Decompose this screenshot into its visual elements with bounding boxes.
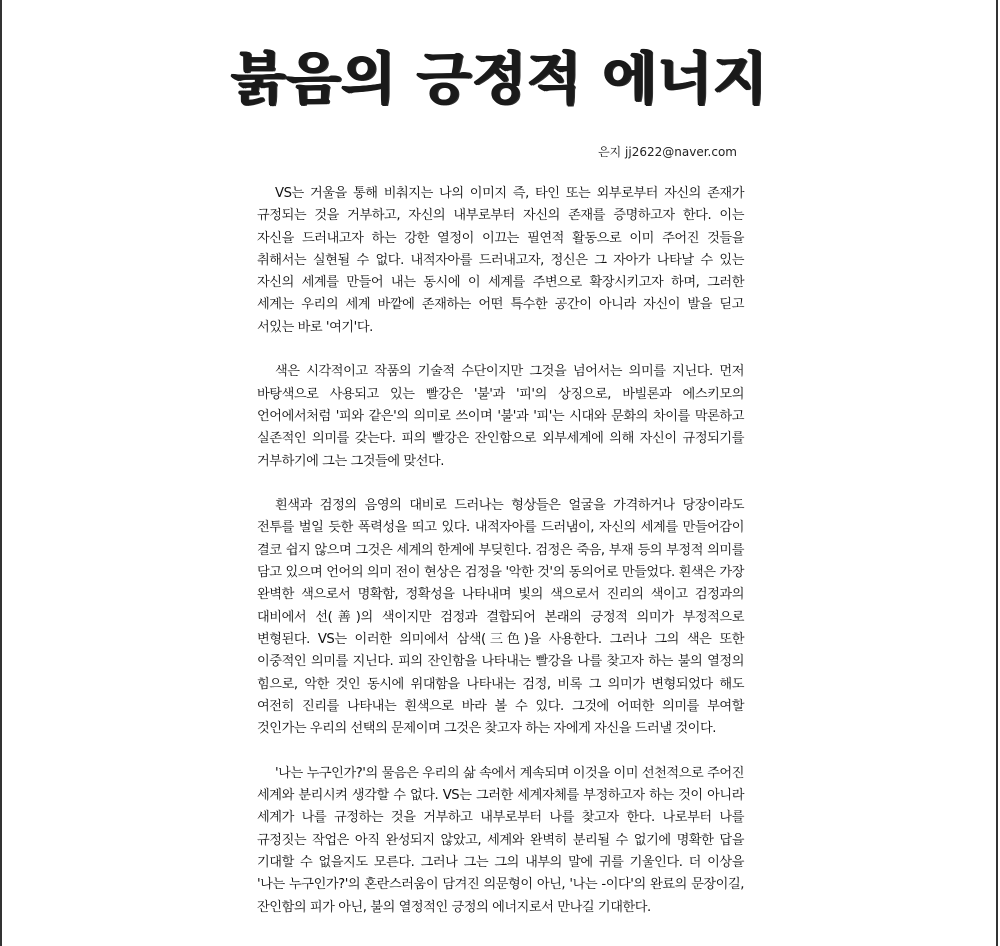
paragraph: VS는 거울을 통해 비춰지는 나의 이미지 즉, 타인 또는 외부로부터 자신의 존재가 규정되는 것을 거부하고, 자신의 내부로부터 자신의 존재를 증명하고자 한다. 이는 자신을 드러내고자 하는 강한 열정이 이끄는 필연적 활동으로 이미 주어진 것들을 취해서는 실현될 수 없다. 내적자아를 드러내고자, 정신은 그 자아가 나타날 수 있는 자신의 세계를 만들어 내는 동시에 이 세계를 주변으로 확장시키고자 하며, 그러한 세계는 우리의 세계 바깥에 존재하는 어떤 특수한 공간이 아니라 자신이 발을 딛고 서있는 바로 '여기'다.	[257, 186, 744, 335]
article-body	[257, 183, 744, 941]
paragraph: '나는 누구인가?'의 물음은 우리의 삶 속에서 계속되며 이것을 이미 선천적으로 주어진 세계와 분리시켜 생각할 수 없다. VS는 그러한 세계자체를 부정하고자 하는 것이 아니라 세계가 나를 규정하는 것을 거부하고 내부로부터 나를 찾고자 한다. 나로부터 나를 규정짓는 작업은 아직 완성되지 않았고, 세계와 완벽히 분리될 수 없기에 명확한 답을 기대할 수 없을지도 모른다. 그러나 그는 그의 내부의 말에 귀를 기울인다. 더 이상을 '나는 누구인가?'의 혼란스러움이 담겨진 의문형이 아닌, '나는 -이다'의 완료의 문장이길, 잔인함의 피가 아닌, 불의 열정적인 긍정의 에너지로서 만나길 기대한다.	[257, 765, 744, 915]
paragraph: 흰색과 검정의 음영의 대비로 드러나는 형상들은 얼굴을 가격하거나 당장이라도 전투를 벌일 듯한 폭력성을 띄고 있다. 내적자아를 드러냄이, 자신의 세계를 만들어감이 결코 쉽지 않으며 그것은 세계의 한계에 부딪힌다. 검정은 죽음, 부재 등의 부정적 의미를 담고 있으며 언어의 의미 전이 현상은 검정을 '악한 것'의 동의어로 만들었다. 흰색은 가장 완벽한 색으로서 명확함, 정확성을 나타내며 빛의 색으로서 진리의 색이고 검정과의 대비에서 선(善)의 색이지만 검정과 결합되어 본래의 긍정적 의미가 부정적으로 변형된다. VS는 이러한 의미에서 삼색(三色)을 사용한다. 그러나 그의 색은 또한 이중적인 의미를 지닌다. 피의 잔인함을 나타내는 빨강을 나를 찾고자 하는 불의 열정의 힘으로, 악한 것인 동시에 위대함을 나타내는 검정, 비록 그 의미가 변형되었다 해도 여전히 진리를 나타내는 흰색으로 바라 볼 수 있다. 그것에 어떠한 의미를 부여할 것인가는 우리의 선택의 문제이며 그것은 찾고자 하는 자에게 자신을 드러낼 것이다.	[257, 498, 744, 737]
author-byline: 은지 jj2622@naver.com	[598, 145, 737, 159]
paragraph: 색은 시각적이고 작품의 기술적 수단이지만 그것을 넘어서는 의미를 지닌다. 먼저 바탕색으로 사용되고 있는 빨강은 '불'과 '피'의 상징으로, 바빌론과 에스키모의 언어에서처럼 '피와 같은'의 의미로 쓰이며 '불'과 '피'는 시대와 문화의 차이를 막론하고 실존적인 의미를 갖는다. 피의 빨강은 잔인함으로 외부세계에 의해 자신이 규정되기를 거부하기에 그는 그것들에 맞선다.	[257, 364, 744, 469]
article-title: 붉음의 긍정적 에너지	[231, 47, 768, 112]
